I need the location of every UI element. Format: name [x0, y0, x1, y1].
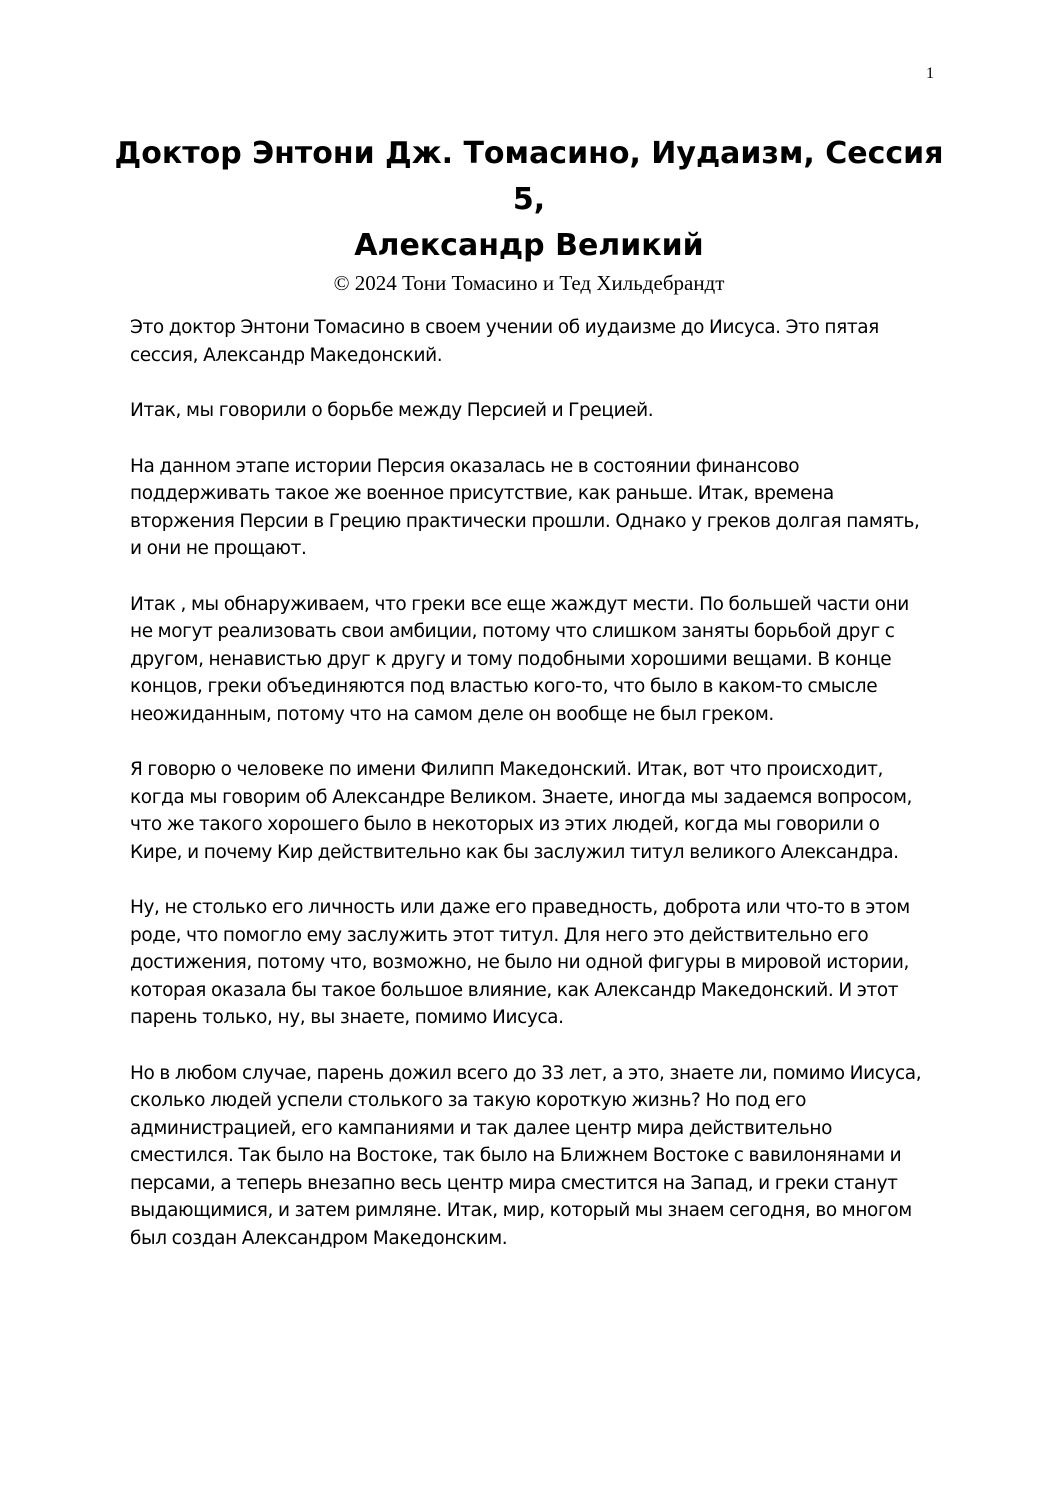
copyright-notice: © 2024 Тони Томасино и Тед Хильдебрандт [333, 271, 725, 295]
body-text [130, 314, 930, 1280]
page-number: 1 [926, 65, 934, 82]
paragraph: Итак, мы говорили о борьбе между Персией и Грецией. [130, 400, 654, 421]
paragraph: На данном этапе истории Персия оказалась не в состоянии финансово поддерживать такое же военное присутствие, как раньше. Итак, времена вторжения Персии в Грецию практически прошли. Однако у греков долгая память, и они не прощают. [130, 455, 920, 559]
title-line-2: 5, [512, 182, 546, 217]
paragraph: Я говорю о человеке по имени Филипп Македонский. Итак, вот что происходит, когда мы говорим об Александре Великом. Знаете, иногда мы задаемся вопросом, что же такого хорошего было в некоторых из этих людей, когда мы говорили о Кире, и почему Кир действительно как бы заслужил титул великого Александра. [130, 759, 913, 863]
title-line-1: Доктор Энтони Дж. Томасино, Иудаизм, Сессия [114, 136, 944, 171]
paragraph: Итак , мы обнаруживаем, что греки все еще жаждут мести. По большей части они не могут реализовать свои амбиции, потому что слишком заняты борьбой друг с другом, ненавистью друг к другу и тому подобными хорошими вещами. В конце концов, греки объединяются под властью кого-то, что было в каком-то смысле неожиданным, потому что на самом деле он вообще не был греком. [130, 593, 909, 725]
title-line-3: Александр Великий [354, 228, 704, 263]
paragraph: Это доктор Энтони Томасино в своем учении об иудаизме до Иисуса. Это пятая сессия, Александр Македонский. [130, 317, 879, 366]
paragraph: Ну, не столько его личность или даже его праведность, доброта или что-то в этом роде, что помогло ему заслужить этот титул. Для него это действительно его достижения, потому что, возможно, не было ни одной фигуры в мировой истории, которая оказала бы такое большое влияние, как Александр Македонский. И этот парень только, ну, вы знаете, помимо Иисуса. [130, 897, 910, 1028]
paragraph: Но в любом случае, парень дожил всего до 33 лет, а это, знаете ли, помимо Иисуса, сколько людей успели столького за такую короткую жизнь? Но под его администрацией, его кампаниями и так далее центр мира действительно сместился. Так было на Востоке, так было на Ближнем Востоке с вавилонянами и персами, а теперь внезапно весь центр мира сместится на Запад, и греки станут выдающимися, и затем римляне. Итак, мир, который мы знаем сегодня, во многом был создан Александром Македонским. [130, 1062, 922, 1249]
title-block [100, 131, 958, 297]
